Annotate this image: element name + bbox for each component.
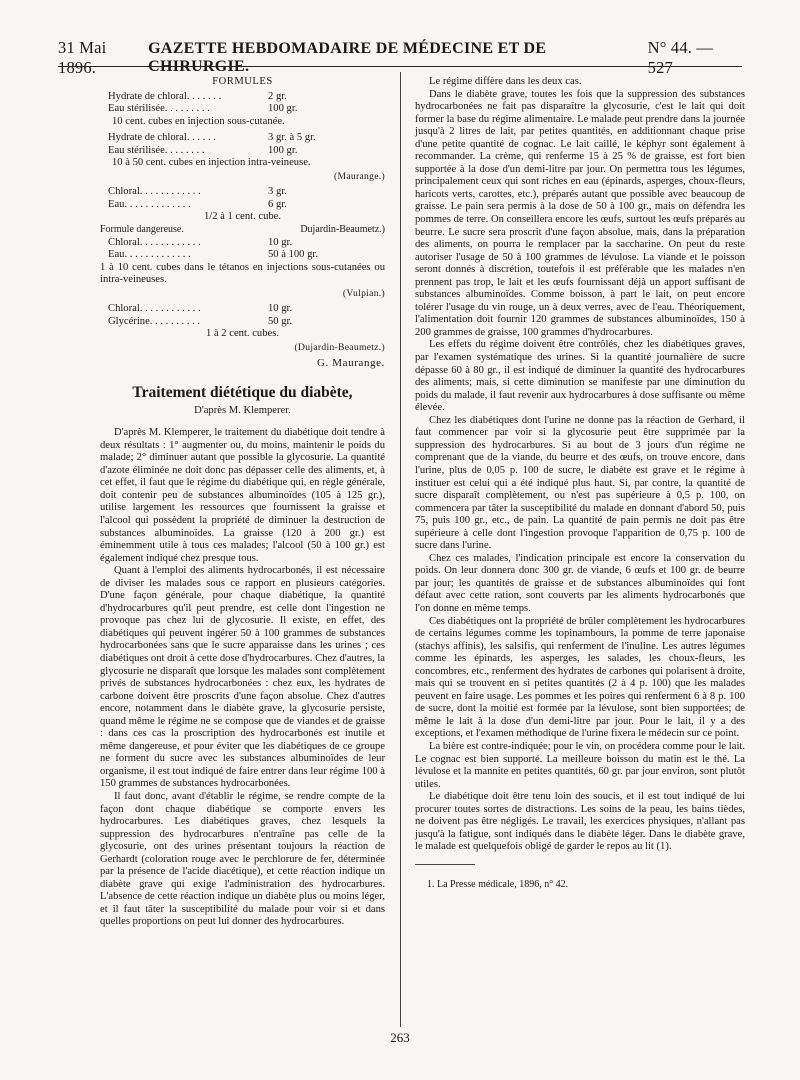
- body-paragraph: Chez ces malades, l'indication principale est encore la conservation du poids. On leur donnera donc 300 gr. de viande, 6 œufs et 100 gr. de beurre par jour; les quantités de graisse et de substances albuminoïdes qui font défaut avec cette ration, sont couverts par les aliments hydrocarbonés que l'on donne en même temps.: [415, 552, 745, 614]
- article-subtitle: D'après M. Klemperer.: [194, 404, 291, 416]
- footnote-rule: [415, 864, 475, 865]
- formula-attribution: Dujardin-Beaumetz.): [300, 224, 385, 236]
- body-paragraph: Dans le diabète grave, toutes les fois que la suppression des substances hydrocarbonées ne fait pas disparaître la glycosurie, c'est le lait qui doit former la base du régime alimentaire. Le malade peut prendre dans la journée jusqu'à 2 litres de lait, par petites quantités, en additionnant chaque prise d'une petite quantité de cognac. Le lait caillé, le képhyr sont également à recommander. La crème, qui renferme 15 à 25 % de graisse, est fort bien supportée à la dose d'un demi-litre par jour. On permettra tous les légumes, principalement ceux qui sont riches en eau (épinards, asperges, choux-fleurs, haricots verts, carottes, etc.), préparés autant que possible avec beaucoup de graisse. Le pain sera permis à la dose de 50 à 100 gr., mais on défendra les pommes de terre. On conseillera encore les œufs, surtout les œufs préparés au beurre. Le sucre sera proscrit d'une façon absolue, mais, dans la préparation des aliments, on pourra le remplacer par la saccharine. On peut du reste autoriser l'usage de 50 à 100 grammes de lévulose. La viande et le poisson seront donnés à discrétion, toutefois il est préférable que les malades n'en prennent pas trop, le lait et les œufs fournissant déjà un apport suffisant de substances albuminoïdes. Comme boisson, à part le lait, on peut encore tolérer l'usage du vin rouge, un à deux verres, avec de l'eau. Théoriquement, l'alimentation doit fournir 120 grammes de substances albuminoïdes, 150 à 200 grammes de graisse, 100 grammes d'hydrocarbures.: [415, 88, 745, 338]
- quantity: 50 gr.: [268, 315, 293, 327]
- body-paragraph: Quant à l'emploi des aliments hydrocarbonés, il est nécessaire de diviser les malades sous ce rapport en plusieurs catégories. D'une façon générale, pour chaque diabétique, la quantité d'hydrocarbures qu'il peut prendre, est celle dont l'ingestion ne provoque pas chez lui de glycosurie. Il existe, en effet, des diabétiques qui peuvent ingérer 50 à 100 grammes de substances hydrocarbonées sans que le sucre apparaisse dans les urines ; ces diabétiques ont droit à cette dose d'hydrocarbures. Chez d'autres, la glycosurie ne disparaît que lorsque les malades sont complètement privés de substances hydrocarbonées : chez eux, les hydrates de carbone doivent être proscrits d'une façon absolue. Chez d'autres encore, notamment dans le diabète grave, la glycosurie persiste, quand même le régime ne se compose que de viandes et de graisse : dans ces cas la proscription des hydrocarbonés est inutile et même dangereuse, et pour éviter que les diabétiques de ce groupe ne forment du sucre avec les substances albuminoïdes de leur organisme, il est tout indiqué de faire entrer dans leur régime 100 à 150 grammes de substances hydrocarbonées.: [100, 565, 385, 790]
- quantity: 6 gr.: [268, 198, 287, 210]
- ingredient: Chloral. . . . . . . . . . . .: [108, 186, 201, 198]
- ingredient: Hydrate de chloral. . . . . .: [108, 132, 216, 144]
- formulas-section: [100, 76, 385, 370]
- quantity: 10 gr.: [268, 236, 293, 248]
- quantity: 10 gr.: [268, 303, 293, 315]
- formula-row: [100, 303, 385, 316]
- formula-row: [100, 316, 385, 329]
- formula-row: [100, 145, 385, 158]
- ingredient: Eau. . . . . . . . . . . . .: [108, 198, 191, 210]
- formula-row: [100, 249, 385, 262]
- quantity: 50 à 100 gr.: [268, 249, 319, 261]
- formula-note: 10 à 50 cent. cubes en injection intra-veineuse.: [112, 157, 311, 169]
- warning-text: Formule dangereuse.: [100, 224, 184, 236]
- header-rule: [58, 66, 742, 67]
- right-column: [415, 76, 745, 901]
- left-column: [100, 76, 385, 929]
- quantity: 3 gr. à 5 gr.: [268, 132, 316, 144]
- body-paragraph: Ces diabétiques ont la propriété de brûler complètement les hydrocarbures de certains légumes comme les topinambours, la pomme de terre japonaise (stachys affinis), les salsifis, qui renferment de l'inuline. Les autres légumes comme les épinards, les asperges, les salades, les choux-fleurs, les concombres, etc., renferment des hydrates de carbones qui polarisent à droite, mais qui se trouvent en si petites quantités (2 à 4 p. 100) que les malades peuvent en faire usage. Les pommes et les poires qui renferment 6 à 8 p. 100 de sucre, dont la moitié est formée par la lévulose, sont bien supportées; de même le lait à la dose d'un demi-litre par jour. Pour le lait, il y a des exceptions, et l'examen méthodique de l'urine fixera le médecin sur ce point.: [415, 615, 745, 740]
- body-paragraph: Chez les diabétiques dont l'urine ne donne pas la réaction de Gerhard, il faut commencer par voir si la glycosurie peut être supprimée par la suppression des hydrocarbures. Si au bout de 3 jours d'un régime ne comprenant que de la viande, du beurre et des œufs, on trouve encore, dans l'urine, plus de 0,05 p. 100 de sucre, le diabète est grave et le régime à instituer est celui qui a été indiqué plus haut. Si, par contre, la quantité de sucre disparaît complètement, ou n'est pas supérieure à 0,5 p. 100, on commencera par tâter la susceptibilité du malade en donnant d'abord 50, puis 75, puis 100 gr., etc., de pain. La quantité de pain permis ne doit pas être supérieure à celle dont l'ingestion provoque l'apparition de 0,75 p. 100 de sucre dans l'urine.: [415, 414, 745, 552]
- formula-row: [100, 199, 385, 212]
- formula-warning: [100, 224, 385, 237]
- quantity: 100 gr.: [268, 103, 298, 115]
- formula-note: 10 cent. cubes en injection sous-cutanée.: [112, 115, 285, 127]
- formula-attribution: (Vulpian.): [342, 287, 385, 299]
- quantity: 3 gr.: [268, 186, 287, 198]
- header-date: 31 Mai 1896.: [58, 38, 107, 77]
- formula-attribution: (Maurange.): [334, 170, 385, 182]
- formulas-author: G. Maurange.: [317, 357, 385, 370]
- ingredient: Glycérine. . . . . . . . . .: [108, 315, 201, 327]
- formula-row: [100, 103, 385, 116]
- quantity: 100 gr.: [268, 144, 298, 156]
- formula-note: 1/2 à 1 cent. cube.: [203, 211, 282, 223]
- body-paragraph: Le diabétique doit être tenu loin des soucis, et il est tout indiqué de lui procurer toutes sortes de distractions. Les soins de la peau, les bains tièdes, ne doivent pas être négligés. Le travail, les exercices physiques, n'allant pas jusqu'à la fatigue, sont indiqués dans le diabète léger. Dans le diabète grave, le malade est quelquefois obligé de garder le repos au lit (1).: [415, 791, 745, 853]
- page-number: 263: [390, 1030, 410, 1045]
- formula-row: [100, 186, 385, 199]
- ingredient: Chloral. . . . . . . . . . . .: [108, 303, 201, 315]
- running-header: [58, 38, 742, 77]
- ingredient: Eau. . . . . . . . . . . . .: [108, 249, 191, 261]
- body-paragraph: Il faut donc, avant d'établir le régime, se rendre compte de la façon dont chaque diabétique se comporte envers les hydrocarbures. Les diabétiques graves, chez lesquels la suppression des hydrocarbures n'entraîne pas celle de la glycosurie, ont des urines présentant toujours la réaction de Gerhardt (coloration rouge avec le perchlorure de fer, déterminée par la présence de l'acide diacétique), et cette réaction indique un diabète grave qui exige l'administration des hydrocarbures. L'absence de cette réaction indique un diabète plus ou moins léger, et il faut tâter la susceptibilité du malade pour voir si et dans quelles proportions on peut lui donner des hydrocarbures.: [100, 790, 385, 928]
- header-issue-page: N° 44. — 527: [647, 38, 714, 77]
- ingredient: Hydrate de chloral. . . . . . .: [108, 90, 222, 102]
- journal-title: GAZETTE HEBDOMADAIRE DE MÉDECINE ET DE CHIRURGIE.: [148, 40, 547, 75]
- formula-note: 1 à 10 cent. cubes dans le tétanos en injections sous-cutanées ou intra-veineuses.: [100, 261, 385, 286]
- ingredient: Eau stérilisée. . . . . . . . .: [108, 103, 210, 115]
- formula-note: 1 à 2 cent. cubes.: [206, 328, 279, 340]
- article-title: Traitement diététique du diabète,: [132, 384, 353, 402]
- formula-row: [100, 91, 385, 104]
- quantity: 2 gr.: [268, 90, 287, 102]
- body-paragraph: La bière est contre-indiquée; pour le vin, on procédera comme pour le lait. Le cognac est bien supporté. La meilleure boisson du matin est le thé. La lévulose et la mannite en petites quantités, 60 gr. par jour environ, sont plutôt utiles.: [415, 740, 745, 790]
- formula-row: [100, 237, 385, 250]
- ingredient: Chloral. . . . . . . . . . . .: [108, 236, 201, 248]
- column-divider: [400, 72, 401, 1027]
- formula-attribution: (Dujardin-Beaumetz.): [294, 341, 385, 353]
- formula-row: [100, 132, 385, 145]
- footnote: 1. La Presse médicale, 1896, n° 42.: [427, 878, 569, 890]
- body-paragraph: D'après M. Klemperer, le traitement du diabétique doit tendre à deux résultats : 1° augmenter ou, du moins, maintenir le poids du malade; 2° diminuer autant que possible la glycosurie. La quantité d'azote éliminée ne doit donc pas dépasser celle des aliments, et, à cet effet, il faut que le régime du diabétique qui, en règle générale, doit contenir peu de substances albuminoïdes (105 à 125 gr.), utilise largement les ressources que fournissent la graisse et l'alcool qui possèdent la propriété de diminuer la destruction de substances albuminoïdes. La graisse (120 à 200 gr.) est éminemment utile à tous ces malades; l'alcool (50 à 100 gr.) est également indiqué chez presque tous.: [100, 427, 385, 564]
- body-paragraph: Les effets du régime doivent être contrôlés, chez les diabétiques graves, par l'examen systématique des urines. Si la quantité journalière de sucre dépasse 60 à 80 gr., il est indiqué de diminuer la quantité des hydrocarbures des aliments; mais, si cette diminution se manifeste par une diminution du poids du malade, il faut revenir aux hydrocarbures à dose suffisante ou même élevée.: [415, 339, 745, 414]
- ingredient: Eau stérilisée. . . . . . . .: [108, 144, 205, 156]
- body-paragraph: Le régime diffère dans les deux cas.: [429, 76, 582, 87]
- formulas-title: FORMULES: [212, 76, 273, 87]
